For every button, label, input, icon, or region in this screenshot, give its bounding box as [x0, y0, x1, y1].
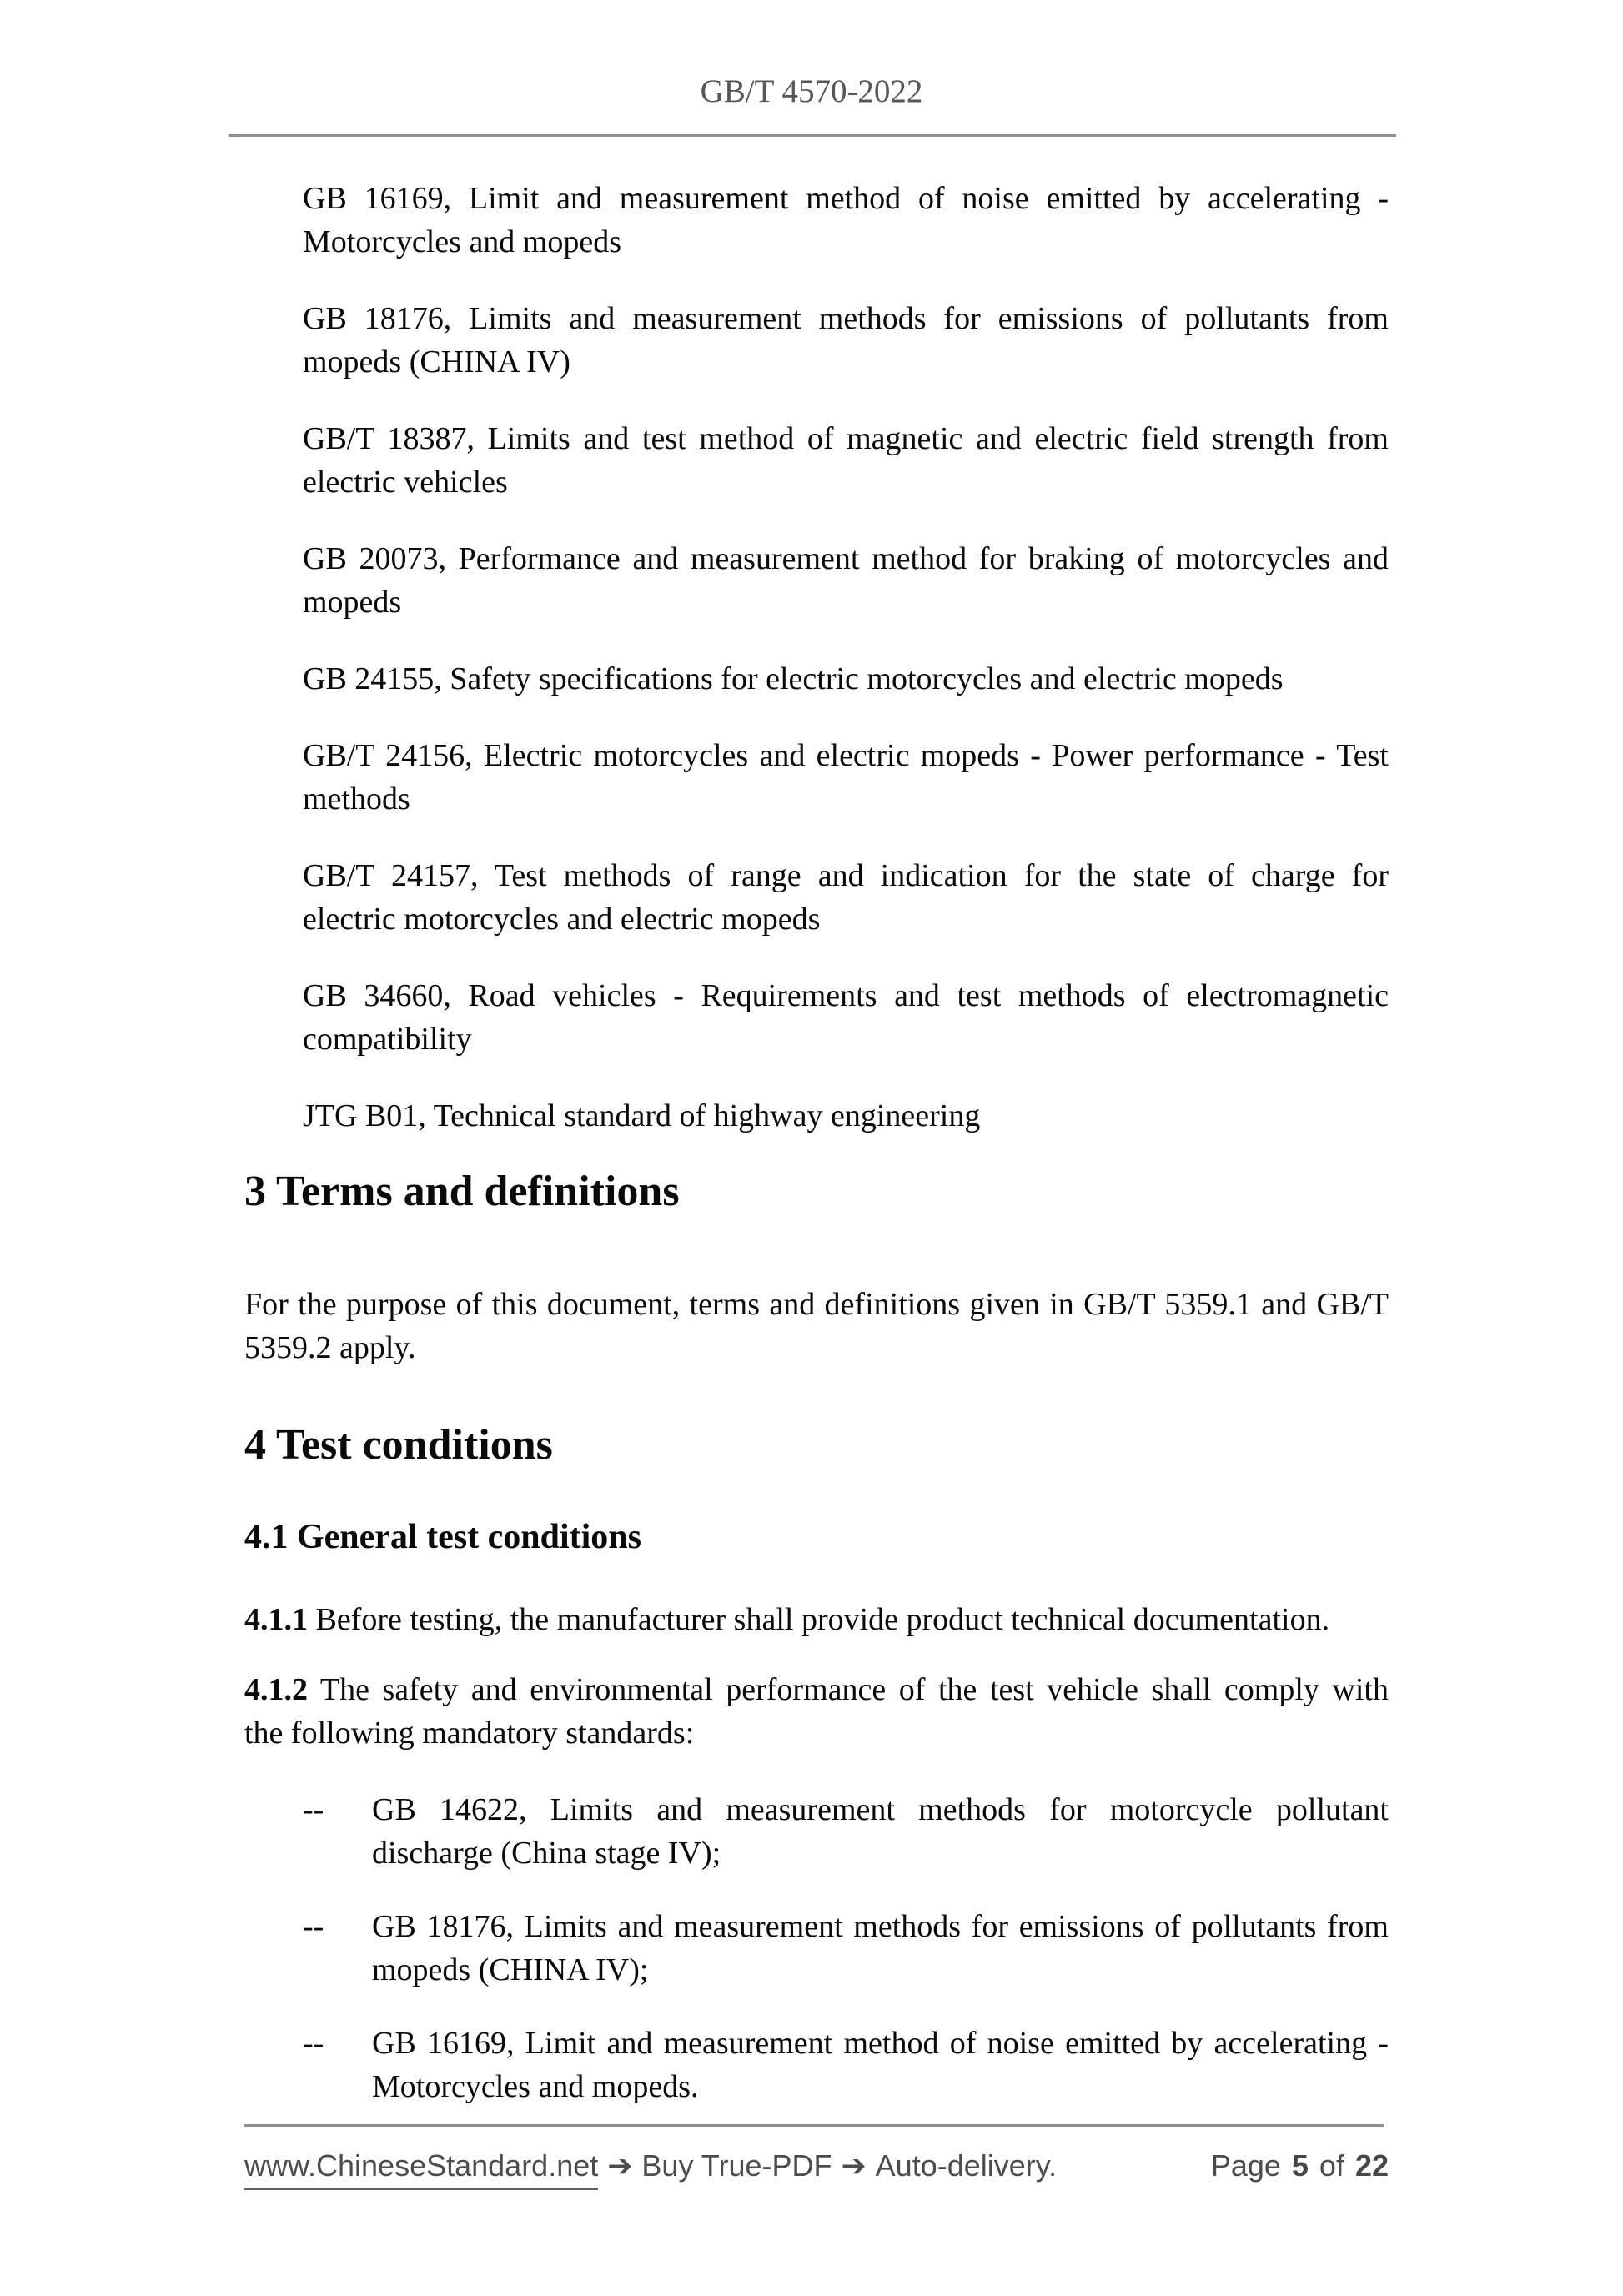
text-line: GB/T 18387, Limits and test method of magnetic and electric field strength from: [303, 421, 1389, 456]
page-total: 22: [1354, 2148, 1389, 2183]
reference-paragraph: [303, 854, 1389, 941]
text-line: GB 18176, Limits and measurement methods for emissions of pollutants from: [372, 1909, 1389, 1944]
reference-paragraph: [303, 537, 1389, 624]
list-item: [303, 1905, 1389, 1992]
footer-rule: [244, 2124, 1384, 2127]
list-item: [303, 2022, 1389, 2108]
dash-marker: --: [303, 1792, 324, 1827]
paragraph: [244, 1668, 1389, 1755]
section-heading: 3 Terms and definitions: [244, 1168, 680, 1215]
text-line: GB 20073, Performance and measurement method for braking of motorcycles and: [303, 541, 1389, 576]
text-line: GB/T 24156, Electric motorcycles and electric mopeds - Power performance - Test: [303, 738, 1389, 773]
clause-number: 4.1.1: [244, 1602, 308, 1637]
reference-paragraph: [303, 297, 1389, 384]
text-line: GB 14622, Limits and measurement methods for motorcycle pollutant: [372, 1792, 1389, 1827]
reference-paragraph: [303, 1094, 1389, 1138]
list-item-text: [372, 2022, 1389, 2108]
text-line: GB 34660, Road vehicles - Requirements and test methods of electromagnetic: [303, 978, 1389, 1013]
text-line: GB 16169, Limit and measurement method of noise emitted by accelerating -: [303, 181, 1389, 216]
arrow-right-icon: ➔: [607, 2149, 633, 2183]
reference-paragraph: [303, 734, 1389, 821]
footer-action-delivery: Auto-delivery.: [875, 2148, 1058, 2183]
text-line: discharge (China stage IV);: [372, 1836, 721, 1871]
section-heading: 4 Test conditions: [244, 1421, 553, 1469]
text-line: For the purpose of this document, terms and definitions given in GB/T 5359.1 and GB/T: [244, 1287, 1389, 1322]
text-line: methods: [303, 781, 410, 816]
text-line: JTG B01, Technical standard of highway engineering: [303, 1098, 981, 1133]
document-body: [244, 137, 1389, 2108]
text-line: 4.1.1 Before testing, the manufacturer shall provide product technical documentation.: [244, 1602, 1330, 1637]
reference-paragraph: [303, 974, 1389, 1061]
list-item: [303, 1788, 1389, 1875]
list-item-text: [372, 1905, 1389, 1992]
text-line: mopeds: [303, 585, 402, 620]
text-line: 4.1.2 The safety and environmental performance of the test vehicle shall comply with: [244, 1672, 1389, 1707]
text-line: electric vehicles: [303, 465, 508, 500]
standard-number: GB/T 4570-2022: [700, 73, 923, 109]
paragraph: [244, 1283, 1389, 1369]
text-line: Motorcycles and mopeds: [303, 224, 622, 259]
dash-marker: --: [303, 2026, 324, 2061]
site-link[interactable]: www.ChineseStandard.net: [244, 2147, 598, 2190]
footer-link-area: [244, 2147, 1066, 2190]
of-label: of: [1319, 2148, 1344, 2183]
footer-action-buy: Buy True-PDF: [641, 2148, 832, 2183]
page-label: Page: [1210, 2148, 1281, 2183]
section-heading: 4.1 General test conditions: [244, 1518, 641, 1556]
text-line: mopeds (CHINA IV);: [372, 1952, 649, 1987]
page-number: 5: [1291, 2148, 1309, 2183]
page-indicator: [1211, 2147, 1389, 2185]
paragraph: [244, 1598, 1389, 1641]
text-line: GB 18176, Limits and measurement methods for emissions of pollutants from: [303, 301, 1389, 336]
text-line: Motorcycles and mopeds.: [372, 2069, 699, 2104]
list-item-text: [372, 1788, 1389, 1875]
text-line: GB 24155, Safety specifications for electric motorcycles and electric mopeds: [303, 661, 1284, 696]
text-line: electric motorcycles and electric mopeds: [303, 902, 821, 937]
reference-paragraph: [303, 417, 1389, 504]
text-line: mopeds (CHINA IV): [303, 344, 570, 379]
text-line: GB 16169, Limit and measurement method of noise emitted by accelerating -: [372, 2026, 1389, 2061]
reference-paragraph: [303, 177, 1389, 264]
page-footer: [244, 2147, 1389, 2190]
arrow-right-icon: ➔: [841, 2149, 867, 2183]
clause-number: 4.1.2: [244, 1672, 308, 1707]
text-line: the following mandatory standards:: [244, 1716, 695, 1751]
dash-marker: --: [303, 1909, 324, 1944]
text-line: compatibility: [303, 1022, 472, 1057]
text-line: 5359.2 apply.: [244, 1330, 416, 1365]
text-line: GB/T 24157, Test methods of range and indication for the state of charge for: [303, 858, 1389, 893]
reference-paragraph: [303, 657, 1389, 701]
